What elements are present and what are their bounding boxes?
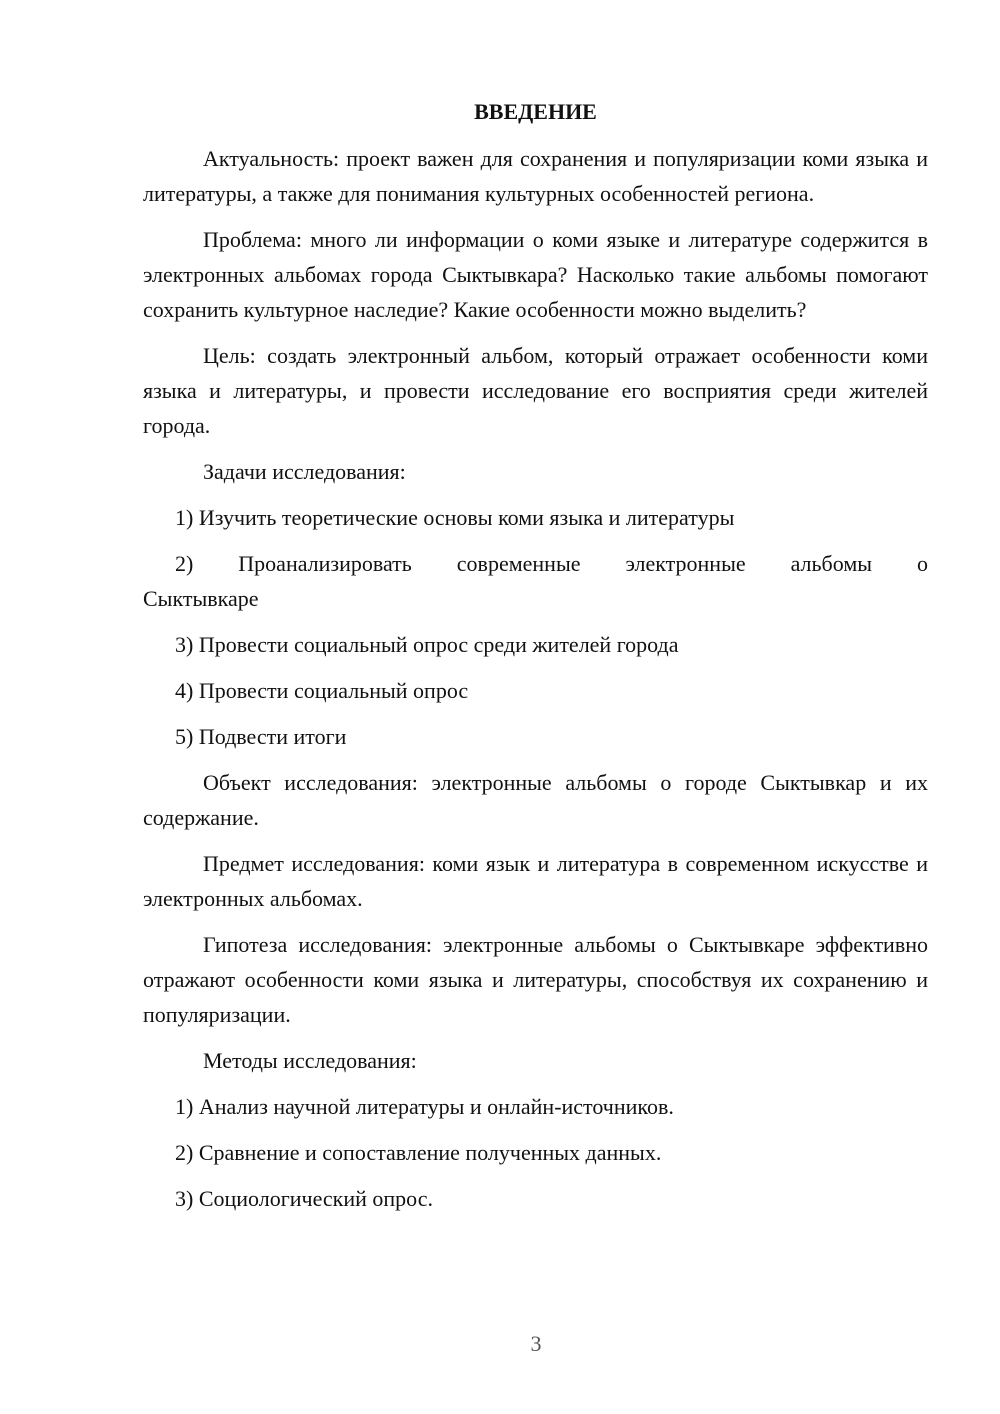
- task-item-2-continuation: Сыктывкаре: [143, 586, 259, 611]
- page-content: [143, 94, 928, 1227]
- tasks-heading: Задачи исследования:: [203, 459, 406, 484]
- problem-paragraph: Проблема: много ли информации о коми языке и литературе содержится в электронных альбомах города Сыктывкара? Насколько такие альбомы помогают сохранить культурное наследие? Какие особенности можно выделить?: [143, 227, 928, 322]
- method-item-2: 2) Сравнение и сопоставление полученных данных.: [175, 1140, 662, 1165]
- task-item-1: 1) Изучить теоретические основы коми языка и литературы: [175, 505, 735, 530]
- method-item-3: 3) Социологический опрос.: [175, 1186, 433, 1211]
- task-item-2-line: 2) Проанализировать современные электронные альбомы о: [175, 551, 928, 576]
- hypothesis-paragraph: Гипотеза исследования: электронные альбомы о Сыктывкаре эффективно отражают особенности коми языка и литературы, способствуя их сохранению и популяризации.: [143, 932, 928, 1027]
- goal-paragraph: Цель: создать электронный альбом, который отражает особенности коми языка и литературы, и провести исследование его восприятия среди жителей города.: [143, 343, 928, 438]
- task-item-4: 4) Провести социальный опрос: [175, 678, 469, 703]
- page-number: [0, 1331, 1000, 1357]
- methods-heading: Методы исследования:: [203, 1048, 417, 1073]
- task-item-3: 3) Провести социальный опрос среди жителей города: [175, 632, 679, 657]
- task-item-2: [143, 546, 928, 616]
- relevance-paragraph: Актуальность: проект важен для сохранения и популяризации коми языка и литературы, а также для понимания культурных особенностей региона.: [143, 146, 928, 206]
- page-number-text: 3: [530, 1331, 542, 1356]
- subject-paragraph: Предмет исследования: коми язык и литература в современном искусстве и электронных альбомах.: [143, 851, 928, 911]
- task-item-5: 5) Подвести итоги: [175, 724, 347, 749]
- page-title: ВВЕДЕНИЕ: [474, 99, 597, 124]
- method-item-1: 1) Анализ научной литературы и онлайн-источников.: [175, 1094, 674, 1119]
- object-paragraph: Объект исследования: электронные альбомы о городе Сыктывкар и их содержание.: [143, 770, 928, 830]
